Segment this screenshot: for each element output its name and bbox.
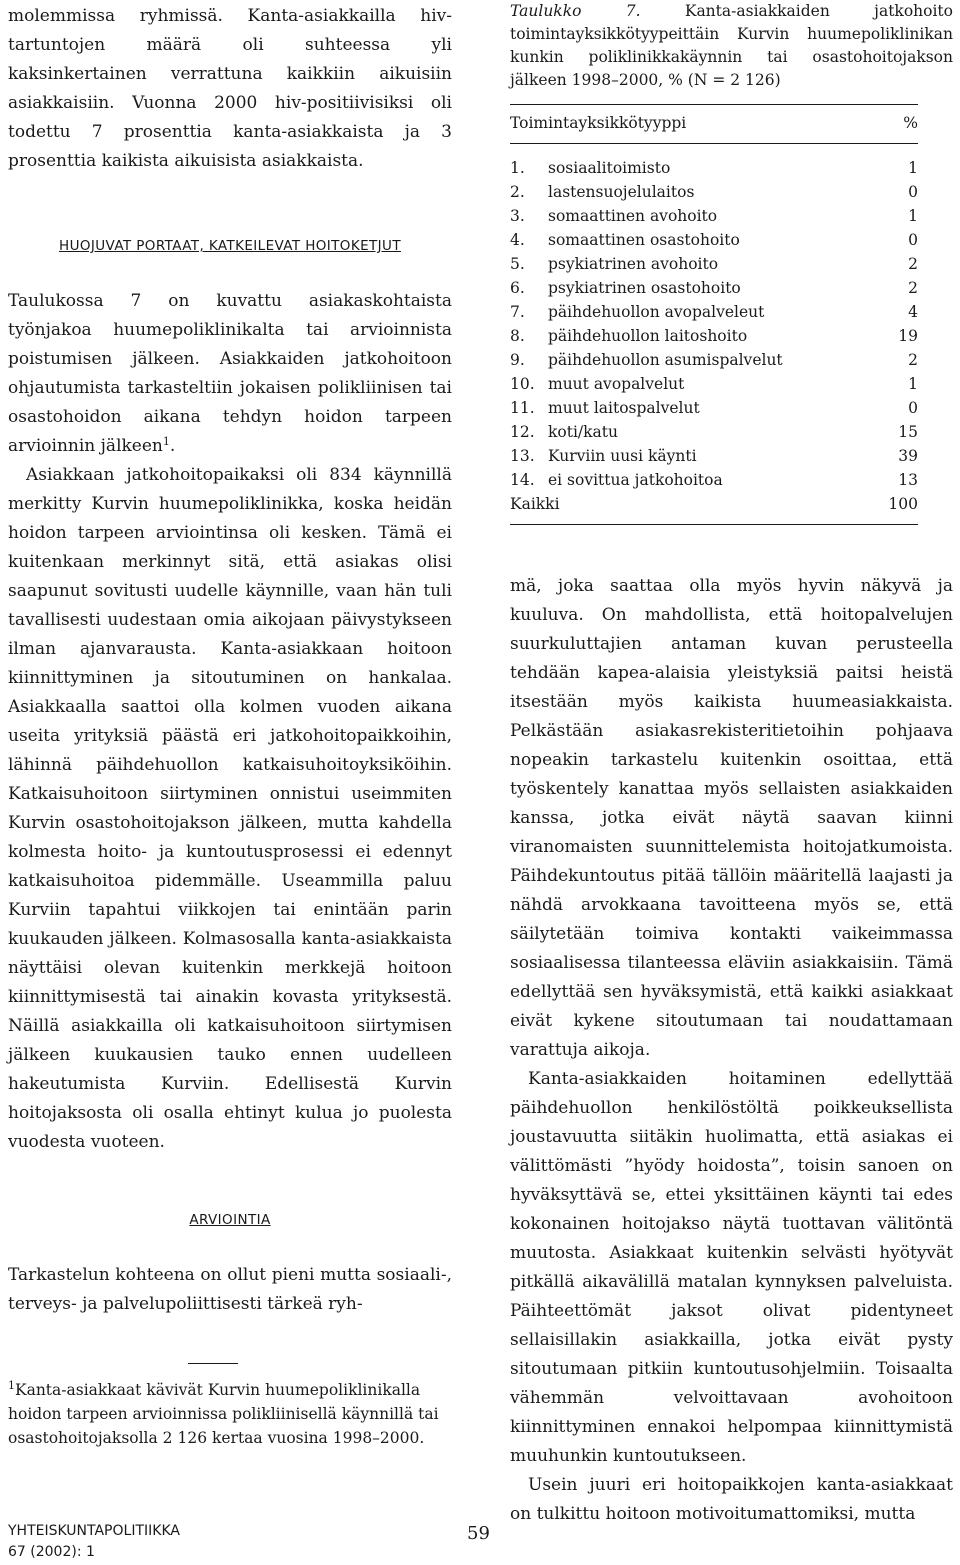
row-value: 2 — [908, 279, 918, 297]
table-7 — [510, 104, 918, 525]
row-label: somaattinen avohoito — [548, 207, 718, 225]
row-value: 19 — [898, 327, 918, 345]
table-row — [510, 372, 918, 396]
row-value: 4 — [908, 303, 918, 321]
row-number: 14. — [510, 471, 535, 489]
paragraph-kanta-asiakkaiden-hoitaminen: Kanta-asiakkaiden hoitaminen edellyttää päihdehuollon henkilöstöltä poikkeuksellista joustavuutta siitäkin huolimatta, että asiakas ei välittömästi ”hyödy hoidosta”, toisin sanoen on hyväksyttävä se, ettei yksittäinen käynti tai edes kokonainen hoitojakso näytä tuottavan välitöntä muutosta. Asiakkaat kuitenkin selvästi hyötyvät pitkällä aikavälillä matalan kynnyksen palveluista. Päihteettömät jaksot olivat pidentyneet sellaisillakin asiakkailla, jotka eivät pysty sitoutumaan pitkiin kuntoutusohjelmiin. Toisaalta vähemmän velvoittavaan avohoitoon kiinnittyminen ennakoi helpompaa kiinnittymistä muuhunkin kuntoutukseen. — [510, 1069, 953, 1466]
row-value: 0 — [908, 183, 918, 201]
paragraph-usein-juuri: Usein juuri eri hoitopaikkojen kanta-asiakkaat on tulkittu hoitoon motivoitumattomiksi, mutta — [510, 1475, 953, 1524]
row-label: psykiatrinen avohoito — [548, 255, 719, 273]
table-row — [510, 444, 918, 468]
total-value: 100 — [888, 495, 918, 513]
table-row — [510, 300, 918, 324]
table-row — [510, 348, 918, 372]
row-value: 1 — [908, 207, 918, 225]
table-header — [510, 105, 918, 144]
footnote — [8, 1378, 452, 1450]
row-label: muut avopalvelut — [548, 375, 685, 393]
row-number: 6. — [510, 279, 525, 297]
row-label: koti/katu — [548, 423, 618, 441]
paragraph-taulukossa — [8, 287, 452, 461]
table-row — [510, 204, 918, 228]
table-caption — [510, 0, 953, 92]
row-label: ei sovittua jatkohoitoa — [548, 471, 723, 489]
table-row — [510, 468, 918, 492]
row-number: 2. — [510, 183, 525, 201]
row-label: päihdehuollon avopalveleut — [548, 303, 765, 321]
paragraph-continuation: mä, joka saattaa olla myös hyvin näkyvä ja kuuluva. On mahdollista, että hoitopalvelujen suurkuluttajien antaman kuvan perusteella tehdään kapea-alaisia yleistyksiä paitsi heistä itsestään myös kaikista huumeasiakkaista. Pelkästään asiakasrekisteritietoihin pohjaava nopeakin tarkastelu kuitenkin osoittaa, että työskentely kanattaa myös sellaisten asiakkaiden kanssa, jotka eivät näytä saavan kiinni viranomaisten suunnittelemista hoitojatkumoista. Päihdekuntoutus pitää tällöin määritellä laajasti ja nähdä arvokkaana tavoitteena myös se, että säilytetään toimiva kontakti vaikeimmassa sosiaalisessa tilanteessa eläviin asiakkaisiin. Tämä edellyttää sen hyväksymistä, että kaikki asiakkaat eivät kykene sitoutumaan tai noudattamaan varattuja aikoja. — [510, 576, 953, 1060]
row-value: 0 — [908, 231, 918, 249]
row-value: 2 — [908, 351, 918, 369]
table-row — [510, 156, 918, 180]
right-column — [510, 0, 953, 1529]
row-value: 1 — [908, 375, 918, 393]
row-number: 4. — [510, 231, 525, 249]
table-row — [510, 252, 918, 276]
total-label: Kaikki — [510, 495, 560, 513]
paragraph-taulukossa-end: . — [169, 436, 176, 456]
table-row — [510, 276, 918, 300]
paragraph-taulukossa-text: Taulukossa 7 on kuvattu asiakaskohtaista työnjakoa huumepoliklinikalta tai arvioinnista poistumisen jälkeen. Asiakkaiden jatkohoitoon ohjautumista tarkasteltiin jokaisen polikliinisen tai osastohoidon aikana tehdyn hoidon tarpeen arvioinnin jälkeen — [8, 291, 452, 456]
table-row — [510, 180, 918, 204]
table-row — [510, 324, 918, 348]
row-number: 7. — [510, 303, 525, 321]
table-header-percent: % — [903, 114, 918, 132]
row-label: muut laitospalvelut — [548, 399, 700, 417]
row-value: 2 — [908, 255, 918, 273]
paragraph-tarkastelun: Tarkastelun kohteena on ollut pieni mutta sosiaali-, terveys- ja palvelupoliittisesti tärkeä ryh- — [8, 1265, 452, 1314]
left-column — [8, 0, 452, 1450]
journal-issue: 67 (2002): 1 — [8, 1544, 95, 1560]
row-label: somaattinen osastohoito — [548, 231, 740, 249]
journal-name: YHTEISKUNTAPOLITIIKKA — [8, 1523, 180, 1539]
row-number: 1. — [510, 159, 525, 177]
footnote-text: Kanta-asiakkaat kävivät Kurvin huumepoliklinikalla hoidon tarpeen arvioinnissa polikliinisellä käynnillä tai osastohoitojaksolla 2 126 kertaa vuosina 1998–2000. — [8, 1381, 439, 1447]
footnote-marker: 1 — [8, 1379, 15, 1392]
row-number: 8. — [510, 327, 525, 345]
intro-paragraph: molemmissa ryhmissä. Kanta-asiakkailla hiv-tartuntojen määrä oli suhteessa yli kaksinkertainen verrattuna kaikkiin aikuisiin asiakkaisiin. Vuonna 2000 hiv-positiivisiksi oli todettu 7 prosenttia kanta-asiakkaista ja 3 prosenttia kaikista aikuisista asiakkaista. — [8, 6, 452, 171]
row-number: 13. — [510, 447, 535, 465]
row-number: 9. — [510, 351, 525, 369]
paragraph-jatkohoitopaikka: Asiakkaan jatkohoitopaikaksi oli 834 käynnillä merkitty Kurvin huumepoliklinikka, koska heidän hoidon tarpeen arviointinsa oli kesken. Tämä ei kuitenkaan merkinnyt sitä, että asiakas olisi saapunut sovitusti uudelle käynnille, vaan hän tuli tavallisesti uudestaan omia aikojaan päivystykseen ilman ajanvarausta. Kanta-asiakkaan hoitoon kiinnittyminen ja sitoutuminen on hankalaa. Asiakkaalla saattoi olla kolmen vuoden aikana useita yrityksiä päästä eri jatkohoitopaikkoihin, lähinnä päihdehuollon katkaisuhoitoyksiköihin. Katkaisuhoitoon siirtyminen onnistui useimmiten Kurvin osastohoitojakson jälkeen, mutta kahdella kolmesta hoito- ja kuntoutusprosessi ei edennyt katkaisuhoitoa pidemmälle. Useammilla paluu Kurviin tapahtui viikkojen tai enintään parin kuukauden jälkeen. Kolmasosalla kanta-asiakkaista näyttäisi olevan kuitenkin merkkejä hoitoon kiinnittymisestä tai ainakin kovasta yrityksestä. Näillä asiakkailla oli katkaisuhoitoon siirtymisen jälkeen kuukausien tauko ennen uudelleen hakeutumista Kurviin. Edellisestä Kurvin hoitojaksosta oli osalla ehtinyt kulua jo puolesta vuodesta vuoteen. — [8, 465, 452, 1152]
row-label: sosiaalitoimisto — [548, 159, 671, 177]
page-number: 59 — [467, 1523, 490, 1544]
footnote-reference: 1 — [162, 435, 170, 448]
row-number: 3. — [510, 207, 525, 225]
journal-footer — [8, 1521, 180, 1563]
table-body — [510, 144, 918, 524]
row-number: 10. — [510, 375, 535, 393]
row-value: 13 — [898, 471, 918, 489]
table-row — [510, 228, 918, 252]
table-total-row — [510, 492, 918, 516]
row-value: 39 — [898, 447, 918, 465]
row-value: 1 — [908, 159, 918, 177]
section-heading-huojuvat-portaat: HUOJUVAT PORTAAT, KATKEILEVAT HOITOKETJUT — [59, 238, 401, 254]
table-caption-text: Kanta-asiakkaiden jatkohoito toimintayksikkötyypeittäin Kurvin huumepoliklinikan kunkin poliklinikkakäynnin tai osastohoitojakson jälkeen 1998–2000, % (N = 2 126) — [510, 2, 953, 89]
section-heading-arviointia: ARVIOINTIA — [189, 1212, 271, 1228]
row-label: päihdehuollon asumispalvelut — [548, 351, 783, 369]
footnote-rule — [188, 1363, 238, 1364]
row-label: Kurviin uusi käynti — [548, 447, 697, 465]
row-number: 11. — [510, 399, 535, 417]
row-label: lastensuojelulaitos — [548, 183, 695, 201]
table-label: Taulukko 7. — [510, 2, 641, 20]
row-value: 0 — [908, 399, 918, 417]
row-number: 12. — [510, 423, 535, 441]
table-row — [510, 420, 918, 444]
table-row — [510, 396, 918, 420]
row-label: psykiatrinen osastohoito — [548, 279, 741, 297]
row-label: päihdehuollon laitoshoito — [548, 327, 748, 345]
table-header-type: Toimintayksikkötyyppi — [510, 114, 687, 132]
row-value: 15 — [898, 423, 918, 441]
row-number: 5. — [510, 255, 525, 273]
